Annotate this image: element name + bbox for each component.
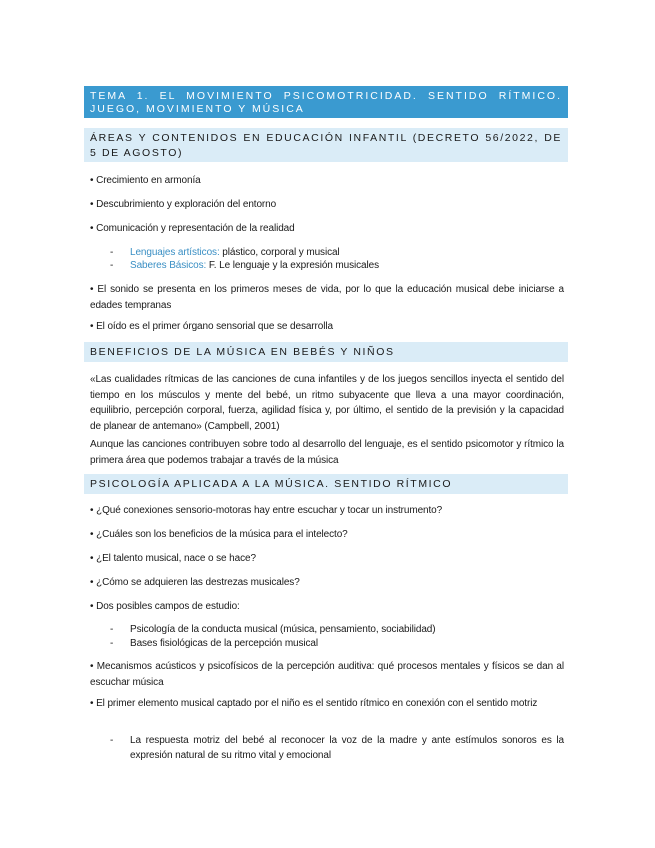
list-item: • Dos posibles campos de estudio:: [90, 601, 240, 612]
sub-list-item: [110, 259, 379, 272]
list-item: • Crecimiento en armonía: [90, 175, 201, 186]
section-heading-psicologia: PSICOLOGÍA APLICADA A LA MÚSICA. SENTIDO RÍTMICO: [84, 474, 568, 494]
list-item: • ¿Cuáles son los beneficios de la música para el intelecto?: [90, 529, 348, 540]
sub-item-label: Saberes Básicos:: [130, 260, 207, 271]
section-heading-beneficios: BENEFICIOS DE LA MÚSICA EN BEBÉS Y NIÑOS: [84, 342, 568, 362]
dash-marker: -: [110, 735, 114, 746]
sub-list-item: [110, 246, 340, 259]
paragraph: • El sonido se presenta en los primeros meses de vida, por lo que la educación musical debe iniciarse a edades tempranas: [90, 284, 564, 311]
paragraph: Aunque las canciones contribuyen sobre todo al desarrollo del lenguaje, es el sentido psicomotor y rítmico la primera área que podemos trabajar a través de la música: [90, 439, 564, 466]
dash-marker: -: [110, 624, 114, 635]
paragraph: • El primer elemento musical captado por el niño es el sentido rítmico en conexión con el sentido motriz: [90, 698, 538, 709]
list-item: • Descubrimiento y exploración del entorno: [90, 199, 277, 210]
paragraph: • Mecanismos acústicos y psicofísicos de la percepción auditiva: qué procesos mentales y físicos se dan al escuchar música: [90, 661, 564, 688]
sub-list-item: [110, 637, 318, 650]
dash-marker: -: [110, 247, 114, 258]
sub-item-text: plástico, corporal y musical: [219, 247, 340, 258]
sub-list-item: [110, 623, 435, 636]
list-item: • ¿Qué conexiones sensorio-motoras hay entre escuchar y tocar un instrumento?: [90, 505, 443, 516]
list-item: • El oído es el primer órgano sensorial que se desarrolla: [90, 321, 333, 332]
sub-item-label: Lenguajes artísticos:: [130, 247, 220, 258]
topic-title: TEMA 1. EL MOVIMIENTO PSICOMOTRICIDAD. SENTIDO RÍTMICO. JUEGO, MOVIMIENTO Y MÚSICA: [84, 86, 568, 118]
sub-paragraph-text: La respuesta motriz del bebé al reconocer la voz de la madre y ante estímulos sonoros es la expresión natural de su ritmo vital y emocional: [130, 735, 564, 761]
list-item: • ¿Cómo se adquieren las destrezas musicales?: [90, 577, 300, 588]
sub-item-text: F. Le lenguaje y la expresión musicales: [206, 260, 379, 271]
list-item: • Comunicación y representación de la realidad: [90, 223, 295, 234]
dash-marker: -: [110, 638, 114, 649]
dash-marker: -: [110, 260, 114, 271]
section-heading-areas: ÁREAS Y CONTENIDOS EN EDUCACIÓN INFANTIL (DECRETO 56/2022, DE 5 DE AGOSTO): [84, 128, 568, 162]
sub-item-text: Bases fisiológicas de la percepción musical: [130, 638, 319, 649]
sub-item-text: Psicología de la conducta musical (música, pensamiento, sociabilidad): [130, 624, 436, 635]
sub-paragraph: [110, 733, 564, 763]
list-item: • ¿El talento musical, nace o se hace?: [90, 553, 256, 564]
quote-paragraph: «Las cualidades rítmicas de las canciones de cuna infantiles y de los juegos sencillos inyecta el sentido del tiempo en los músculos y mente del bebé, un ritmo subyacente que lleva a una mayor coordinación, equilibrio, percepción corporal, fuerza, agilidad física y, por último, el sentido de la previsión y la capacidad de planear de antemano» (Campbell, 2001): [90, 374, 564, 432]
